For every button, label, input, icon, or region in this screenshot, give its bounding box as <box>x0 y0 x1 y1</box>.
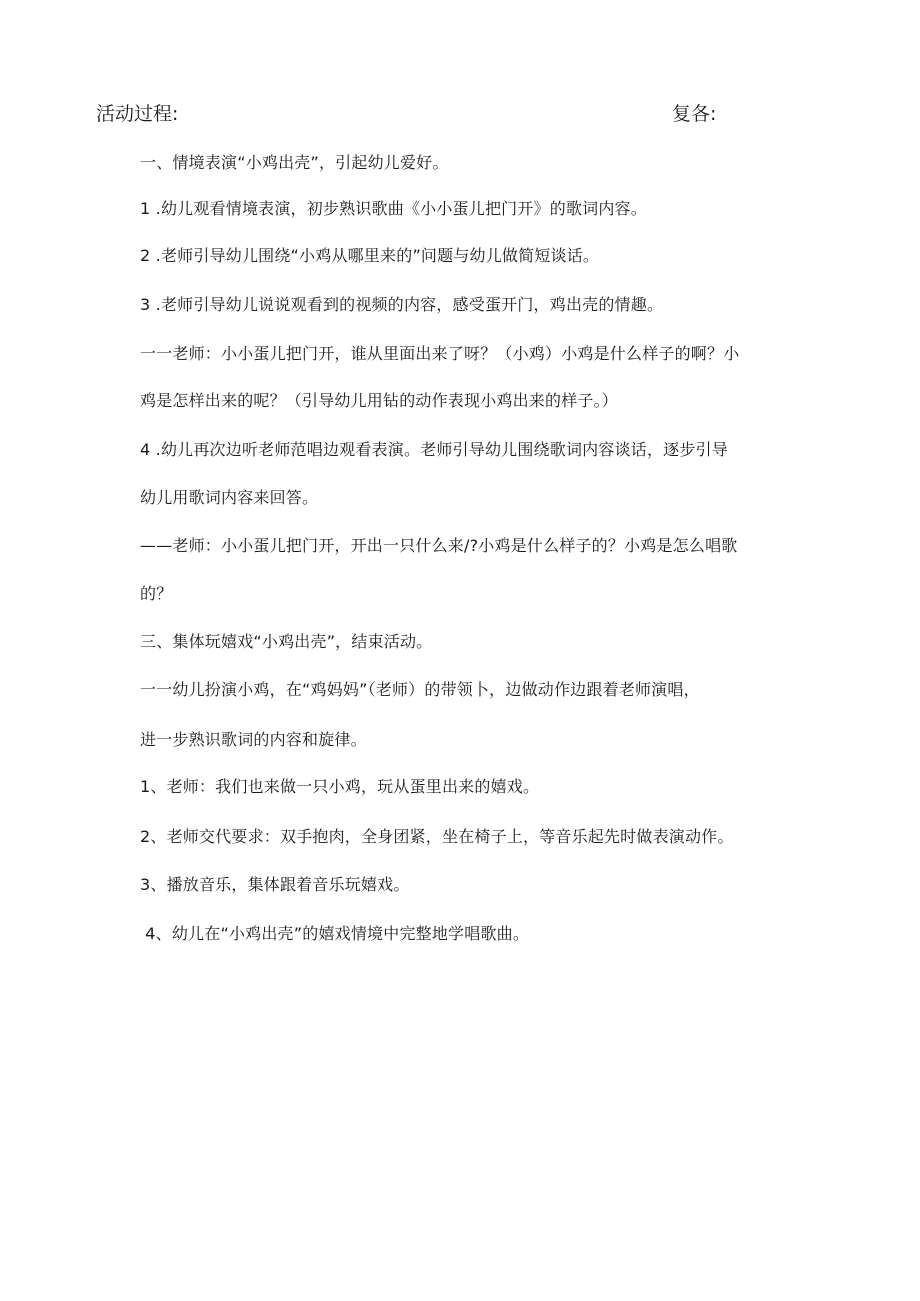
activity-process-heading: 活动过程: <box>96 103 179 125</box>
step-2-line: 2 .老师引导幼儿围绕“小鸡从哪里来的”问题与幼儿做简短谈话。 <box>140 246 600 265</box>
child-role-line-2: 进一步熟识歌词的内容和旋律。 <box>140 730 367 749</box>
step-3-line: 3 .老师引导幼儿说说观看到的视频的内容，感受蛋开门，鸡出壳的情趣。 <box>140 295 664 314</box>
child-role-line-1: 一一幼儿扮演小鸡，在“鸡妈妈”（老师）的带领卜，边做动作边跟着老师演唱， <box>140 680 700 699</box>
section-1-title: 一、情境表演“小鸡出壳”，引起幼儿爱好。 <box>140 153 449 172</box>
game-step-3: 3、播放音乐，集体跟着音乐玩嬉戏。 <box>140 875 410 894</box>
teacher-dialogue-1-line-2: 鸡是怎样出来的呢？（引导幼儿用钻的动作表现小鸡出来的样子。） <box>140 391 619 410</box>
game-step-2: 2、老师交代要求：双手抱肉，全身团紧，坐在椅子上，等音乐起先时做表演动作。 <box>140 827 734 846</box>
review-heading: 复各: <box>672 103 717 125</box>
game-step-1: 1、老师：我们也来做一只小鸡，玩从蛋里出来的嬉戏。 <box>140 777 540 796</box>
step-4-line-1: 4 .幼儿再次边听老师范唱边观看表演。老师引导幼儿围绕歌词内容谈话，逐步引导 <box>140 440 728 459</box>
teacher-dialogue-1-line-1: 一一老师：小小蛋儿把门开，谁从里面出来了呀？（小鸡）小鸡是什么样子的啊？小 <box>140 344 740 363</box>
step-4-line-2: 幼儿用歌词内容来回答。 <box>140 488 319 507</box>
teacher-dialogue-2-line-1: ——老师：小小蛋儿把门开，开出一只什么来/?小鸡是什么样子的？小鸡是怎么唱歌 <box>140 536 738 555</box>
step-1-line: 1 .幼儿观看情境表演，初步熟识歌曲《小小蛋儿把门开》的歌词内容。 <box>140 199 647 218</box>
teacher-dialogue-2-line-2: 的？ <box>140 584 173 603</box>
game-step-4: 4、幼儿在“小鸡出壳”的嬉戏情境中完整地学唱歌曲。 <box>140 924 530 943</box>
section-3-title: 三、集体玩嬉戏“小鸡出壳”，结束活动。 <box>140 632 433 651</box>
